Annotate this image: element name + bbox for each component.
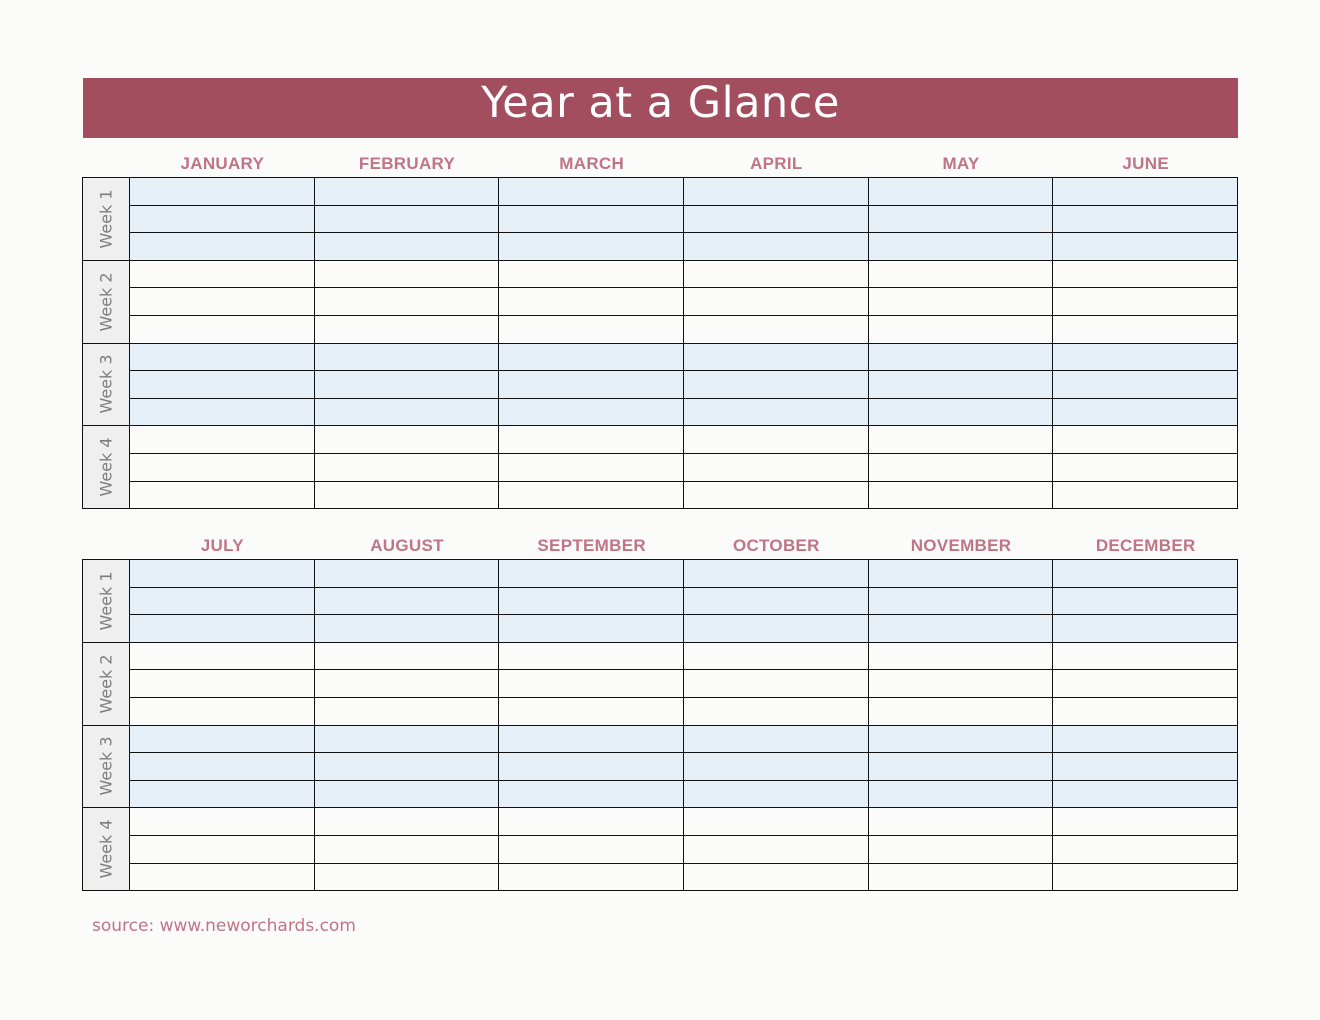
week-row (83, 753, 1238, 781)
week-row (83, 587, 1238, 615)
week-label-text: Week 2 (96, 272, 116, 332)
entry-cell-october[interactable] (683, 835, 868, 863)
entry-cell-october[interactable] (683, 808, 868, 836)
entry-cell-january[interactable] (130, 315, 315, 343)
week-row (83, 288, 1238, 316)
entry-cell-october[interactable] (683, 670, 868, 698)
month-headers-second-half (130, 532, 1238, 559)
entry-cell-august[interactable] (314, 835, 499, 863)
entry-cell-november[interactable] (868, 697, 1053, 725)
entry-cell-august[interactable] (314, 560, 499, 588)
entry-cell-february[interactable] (314, 288, 499, 316)
entry-cell-march[interactable] (499, 481, 684, 509)
entry-cell-january[interactable] (130, 481, 315, 509)
week-label-1 (83, 560, 130, 643)
entry-cell-april[interactable] (683, 398, 868, 426)
entry-cell-may[interactable] (868, 453, 1053, 481)
entry-cell-september[interactable] (499, 808, 684, 836)
week-label-4 (83, 808, 130, 891)
entry-cell-august[interactable] (314, 753, 499, 781)
entry-cell-july[interactable] (130, 780, 315, 808)
entry-cell-march[interactable] (499, 371, 684, 399)
entry-cell-june[interactable] (1053, 178, 1238, 206)
entry-cell-may[interactable] (868, 233, 1053, 261)
entry-cell-august[interactable] (314, 808, 499, 836)
entry-cell-january[interactable] (130, 288, 315, 316)
entry-cell-december[interactable] (1053, 560, 1238, 588)
page-title: Year at a Glance (481, 78, 840, 128)
entry-cell-august[interactable] (314, 670, 499, 698)
entry-cell-march[interactable] (499, 426, 684, 454)
week-label-text: Week 3 (96, 736, 116, 797)
entry-cell-december[interactable] (1053, 615, 1238, 643)
month-header-november: NOVEMBER (910, 536, 1012, 555)
entry-cell-september[interactable] (499, 670, 684, 698)
entry-cell-september[interactable] (499, 642, 684, 670)
entry-cell-december[interactable] (1053, 670, 1238, 698)
week-label-1 (83, 178, 130, 261)
entry-cell-january[interactable] (130, 453, 315, 481)
month-header-january: JANUARY (180, 154, 265, 173)
week-row (83, 453, 1238, 481)
entry-cell-may[interactable] (868, 315, 1053, 343)
entry-cell-march[interactable] (499, 178, 684, 206)
week-label-text: Week 4 (96, 819, 116, 879)
week-row (83, 697, 1238, 725)
entry-cell-january[interactable] (130, 398, 315, 426)
week-row (83, 371, 1238, 399)
entry-cell-august[interactable] (314, 642, 499, 670)
entry-cell-march[interactable] (499, 205, 684, 233)
month-headers-first-half (130, 150, 1238, 177)
entry-cell-july[interactable] (130, 725, 315, 753)
entry-cell-july[interactable] (130, 615, 315, 643)
week-row (83, 780, 1238, 808)
entry-cell-june[interactable] (1053, 288, 1238, 316)
entry-cell-november[interactable] (868, 642, 1053, 670)
entry-cell-october[interactable] (683, 697, 868, 725)
entry-cell-january[interactable] (130, 205, 315, 233)
entry-cell-september[interactable] (499, 560, 684, 588)
week-label-3 (83, 725, 130, 808)
entry-cell-october[interactable] (683, 642, 868, 670)
entry-cell-may[interactable] (868, 426, 1053, 454)
entry-cell-november[interactable] (868, 835, 1053, 863)
entry-cell-february[interactable] (314, 260, 499, 288)
entry-cell-october[interactable] (683, 725, 868, 753)
entry-cell-september[interactable] (499, 780, 684, 808)
entry-cell-october[interactable] (683, 615, 868, 643)
entry-cell-july[interactable] (130, 753, 315, 781)
entry-cell-february[interactable] (314, 178, 499, 206)
month-header-december: DECEMBER (1095, 536, 1196, 555)
week-label-3 (83, 343, 130, 426)
week-label-text: Week 2 (96, 654, 116, 714)
month-header-february: FEBRUARY (358, 154, 456, 173)
week-row (83, 178, 1238, 206)
week-row (83, 426, 1238, 454)
week-row (83, 863, 1238, 891)
entry-cell-july[interactable] (130, 670, 315, 698)
entry-cell-may[interactable] (868, 371, 1053, 399)
week-row (83, 835, 1238, 863)
month-header-october: OCTOBER (732, 536, 820, 555)
entry-cell-march[interactable] (499, 288, 684, 316)
entry-cell-january[interactable] (130, 233, 315, 261)
entry-cell-december[interactable] (1053, 587, 1238, 615)
week-row (83, 315, 1238, 343)
entry-cell-august[interactable] (314, 615, 499, 643)
entry-cell-september[interactable] (499, 615, 684, 643)
entry-cell-september[interactable] (499, 697, 684, 725)
week-label-2 (83, 642, 130, 725)
entry-cell-february[interactable] (314, 398, 499, 426)
entry-cell-april[interactable] (683, 343, 868, 371)
entry-cell-march[interactable] (499, 315, 684, 343)
month-header-march: MARCH (559, 154, 625, 173)
entry-cell-november[interactable] (868, 780, 1053, 808)
week-row (83, 260, 1238, 288)
title-banner (83, 78, 1238, 138)
entry-cell-may[interactable] (868, 288, 1053, 316)
entry-cell-august[interactable] (314, 725, 499, 753)
entry-cell-june[interactable] (1053, 426, 1238, 454)
entry-cell-september[interactable] (499, 835, 684, 863)
entry-cell-july[interactable] (130, 642, 315, 670)
entry-cell-november[interactable] (868, 753, 1053, 781)
week-label-4 (83, 426, 130, 509)
entry-cell-february[interactable] (314, 343, 499, 371)
entry-cell-june[interactable] (1053, 233, 1238, 261)
entry-cell-january[interactable] (130, 426, 315, 454)
entry-cell-december[interactable] (1053, 863, 1238, 891)
entry-cell-may[interactable] (868, 343, 1053, 371)
entry-cell-july[interactable] (130, 560, 315, 588)
entry-cell-may[interactable] (868, 260, 1053, 288)
entry-cell-december[interactable] (1053, 642, 1238, 670)
source-credit: source: www.neworchards.com (92, 916, 356, 936)
week-label-text: Week 1 (96, 571, 116, 631)
entry-cell-october[interactable] (683, 587, 868, 615)
entry-cell-june[interactable] (1053, 343, 1238, 371)
entry-cell-february[interactable] (314, 371, 499, 399)
entry-cell-november[interactable] (868, 560, 1053, 588)
month-header-september: SEPTEMBER (537, 536, 646, 555)
entry-cell-february[interactable] (314, 233, 499, 261)
month-header-july: JULY (200, 536, 244, 555)
week-row (83, 725, 1238, 753)
entry-cell-april[interactable] (683, 426, 868, 454)
entry-cell-november[interactable] (868, 863, 1053, 891)
week-row (83, 808, 1238, 836)
entry-cell-october[interactable] (683, 780, 868, 808)
entry-cell-april[interactable] (683, 481, 868, 509)
entry-cell-december[interactable] (1053, 808, 1238, 836)
week-label-text: Week 4 (96, 437, 116, 497)
entry-cell-august[interactable] (314, 863, 499, 891)
entry-cell-november[interactable] (868, 670, 1053, 698)
entry-cell-april[interactable] (683, 233, 868, 261)
entry-cell-may[interactable] (868, 398, 1053, 426)
entry-cell-january[interactable] (130, 343, 315, 371)
entry-cell-april[interactable] (683, 453, 868, 481)
entry-cell-march[interactable] (499, 233, 684, 261)
entry-cell-july[interactable] (130, 835, 315, 863)
week-row (83, 615, 1238, 643)
planner-first-half (82, 150, 1238, 509)
entry-cell-june[interactable] (1053, 260, 1238, 288)
entry-cell-june[interactable] (1053, 371, 1238, 399)
week-row (83, 642, 1238, 670)
entry-cell-march[interactable] (499, 398, 684, 426)
week-label-2 (83, 260, 130, 343)
entry-cell-november[interactable] (868, 725, 1053, 753)
entry-cell-april[interactable] (683, 260, 868, 288)
planner-grid-first-half (82, 177, 1238, 509)
entry-cell-november[interactable] (868, 587, 1053, 615)
entry-cell-march[interactable] (499, 343, 684, 371)
entry-cell-april[interactable] (683, 371, 868, 399)
entry-cell-april[interactable] (683, 315, 868, 343)
week-row (83, 481, 1238, 509)
entry-cell-february[interactable] (314, 315, 499, 343)
entry-cell-december[interactable] (1053, 780, 1238, 808)
entry-cell-october[interactable] (683, 753, 868, 781)
entry-cell-december[interactable] (1053, 697, 1238, 725)
entry-cell-june[interactable] (1053, 453, 1238, 481)
entry-cell-may[interactable] (868, 481, 1053, 509)
entry-cell-september[interactable] (499, 587, 684, 615)
entry-cell-july[interactable] (130, 697, 315, 725)
entry-cell-may[interactable] (868, 178, 1053, 206)
entry-cell-april[interactable] (683, 205, 868, 233)
entry-cell-february[interactable] (314, 453, 499, 481)
week-row (83, 560, 1238, 588)
entry-cell-september[interactable] (499, 863, 684, 891)
entry-cell-march[interactable] (499, 453, 684, 481)
month-header-april: APRIL (750, 154, 803, 173)
entry-cell-august[interactable] (314, 697, 499, 725)
week-row (83, 670, 1238, 698)
month-header-june: JUNE (1122, 154, 1169, 173)
entry-cell-november[interactable] (868, 615, 1053, 643)
entry-cell-april[interactable] (683, 178, 868, 206)
entry-cell-june[interactable] (1053, 315, 1238, 343)
week-label-text: Week 1 (96, 189, 116, 249)
planner-grid-second-half (82, 559, 1238, 891)
month-header-august: AUGUST (370, 536, 444, 555)
entry-cell-october[interactable] (683, 863, 868, 891)
entry-cell-january[interactable] (130, 260, 315, 288)
entry-cell-september[interactable] (499, 753, 684, 781)
entry-cell-april[interactable] (683, 288, 868, 316)
entry-cell-may[interactable] (868, 205, 1053, 233)
week-row (83, 205, 1238, 233)
entry-cell-february[interactable] (314, 481, 499, 509)
entry-cell-december[interactable] (1053, 753, 1238, 781)
entry-cell-february[interactable] (314, 205, 499, 233)
entry-cell-january[interactable] (130, 371, 315, 399)
entry-cell-august[interactable] (314, 587, 499, 615)
entry-cell-march[interactable] (499, 260, 684, 288)
entry-cell-december[interactable] (1053, 835, 1238, 863)
week-row (83, 343, 1238, 371)
entry-cell-june[interactable] (1053, 205, 1238, 233)
month-header-may: MAY (942, 154, 980, 173)
entry-cell-january[interactable] (130, 178, 315, 206)
entry-cell-july[interactable] (130, 808, 315, 836)
week-label-text: Week 3 (96, 354, 116, 415)
week-row (83, 233, 1238, 261)
entry-cell-august[interactable] (314, 780, 499, 808)
entry-cell-june[interactable] (1053, 481, 1238, 509)
entry-cell-july[interactable] (130, 863, 315, 891)
week-row (83, 398, 1238, 426)
entry-cell-october[interactable] (683, 560, 868, 588)
entry-cell-june[interactable] (1053, 398, 1238, 426)
entry-cell-february[interactable] (314, 426, 499, 454)
entry-cell-september[interactable] (499, 725, 684, 753)
entry-cell-november[interactable] (868, 808, 1053, 836)
entry-cell-july[interactable] (130, 587, 315, 615)
planner-second-half (82, 532, 1238, 891)
entry-cell-december[interactable] (1053, 725, 1238, 753)
